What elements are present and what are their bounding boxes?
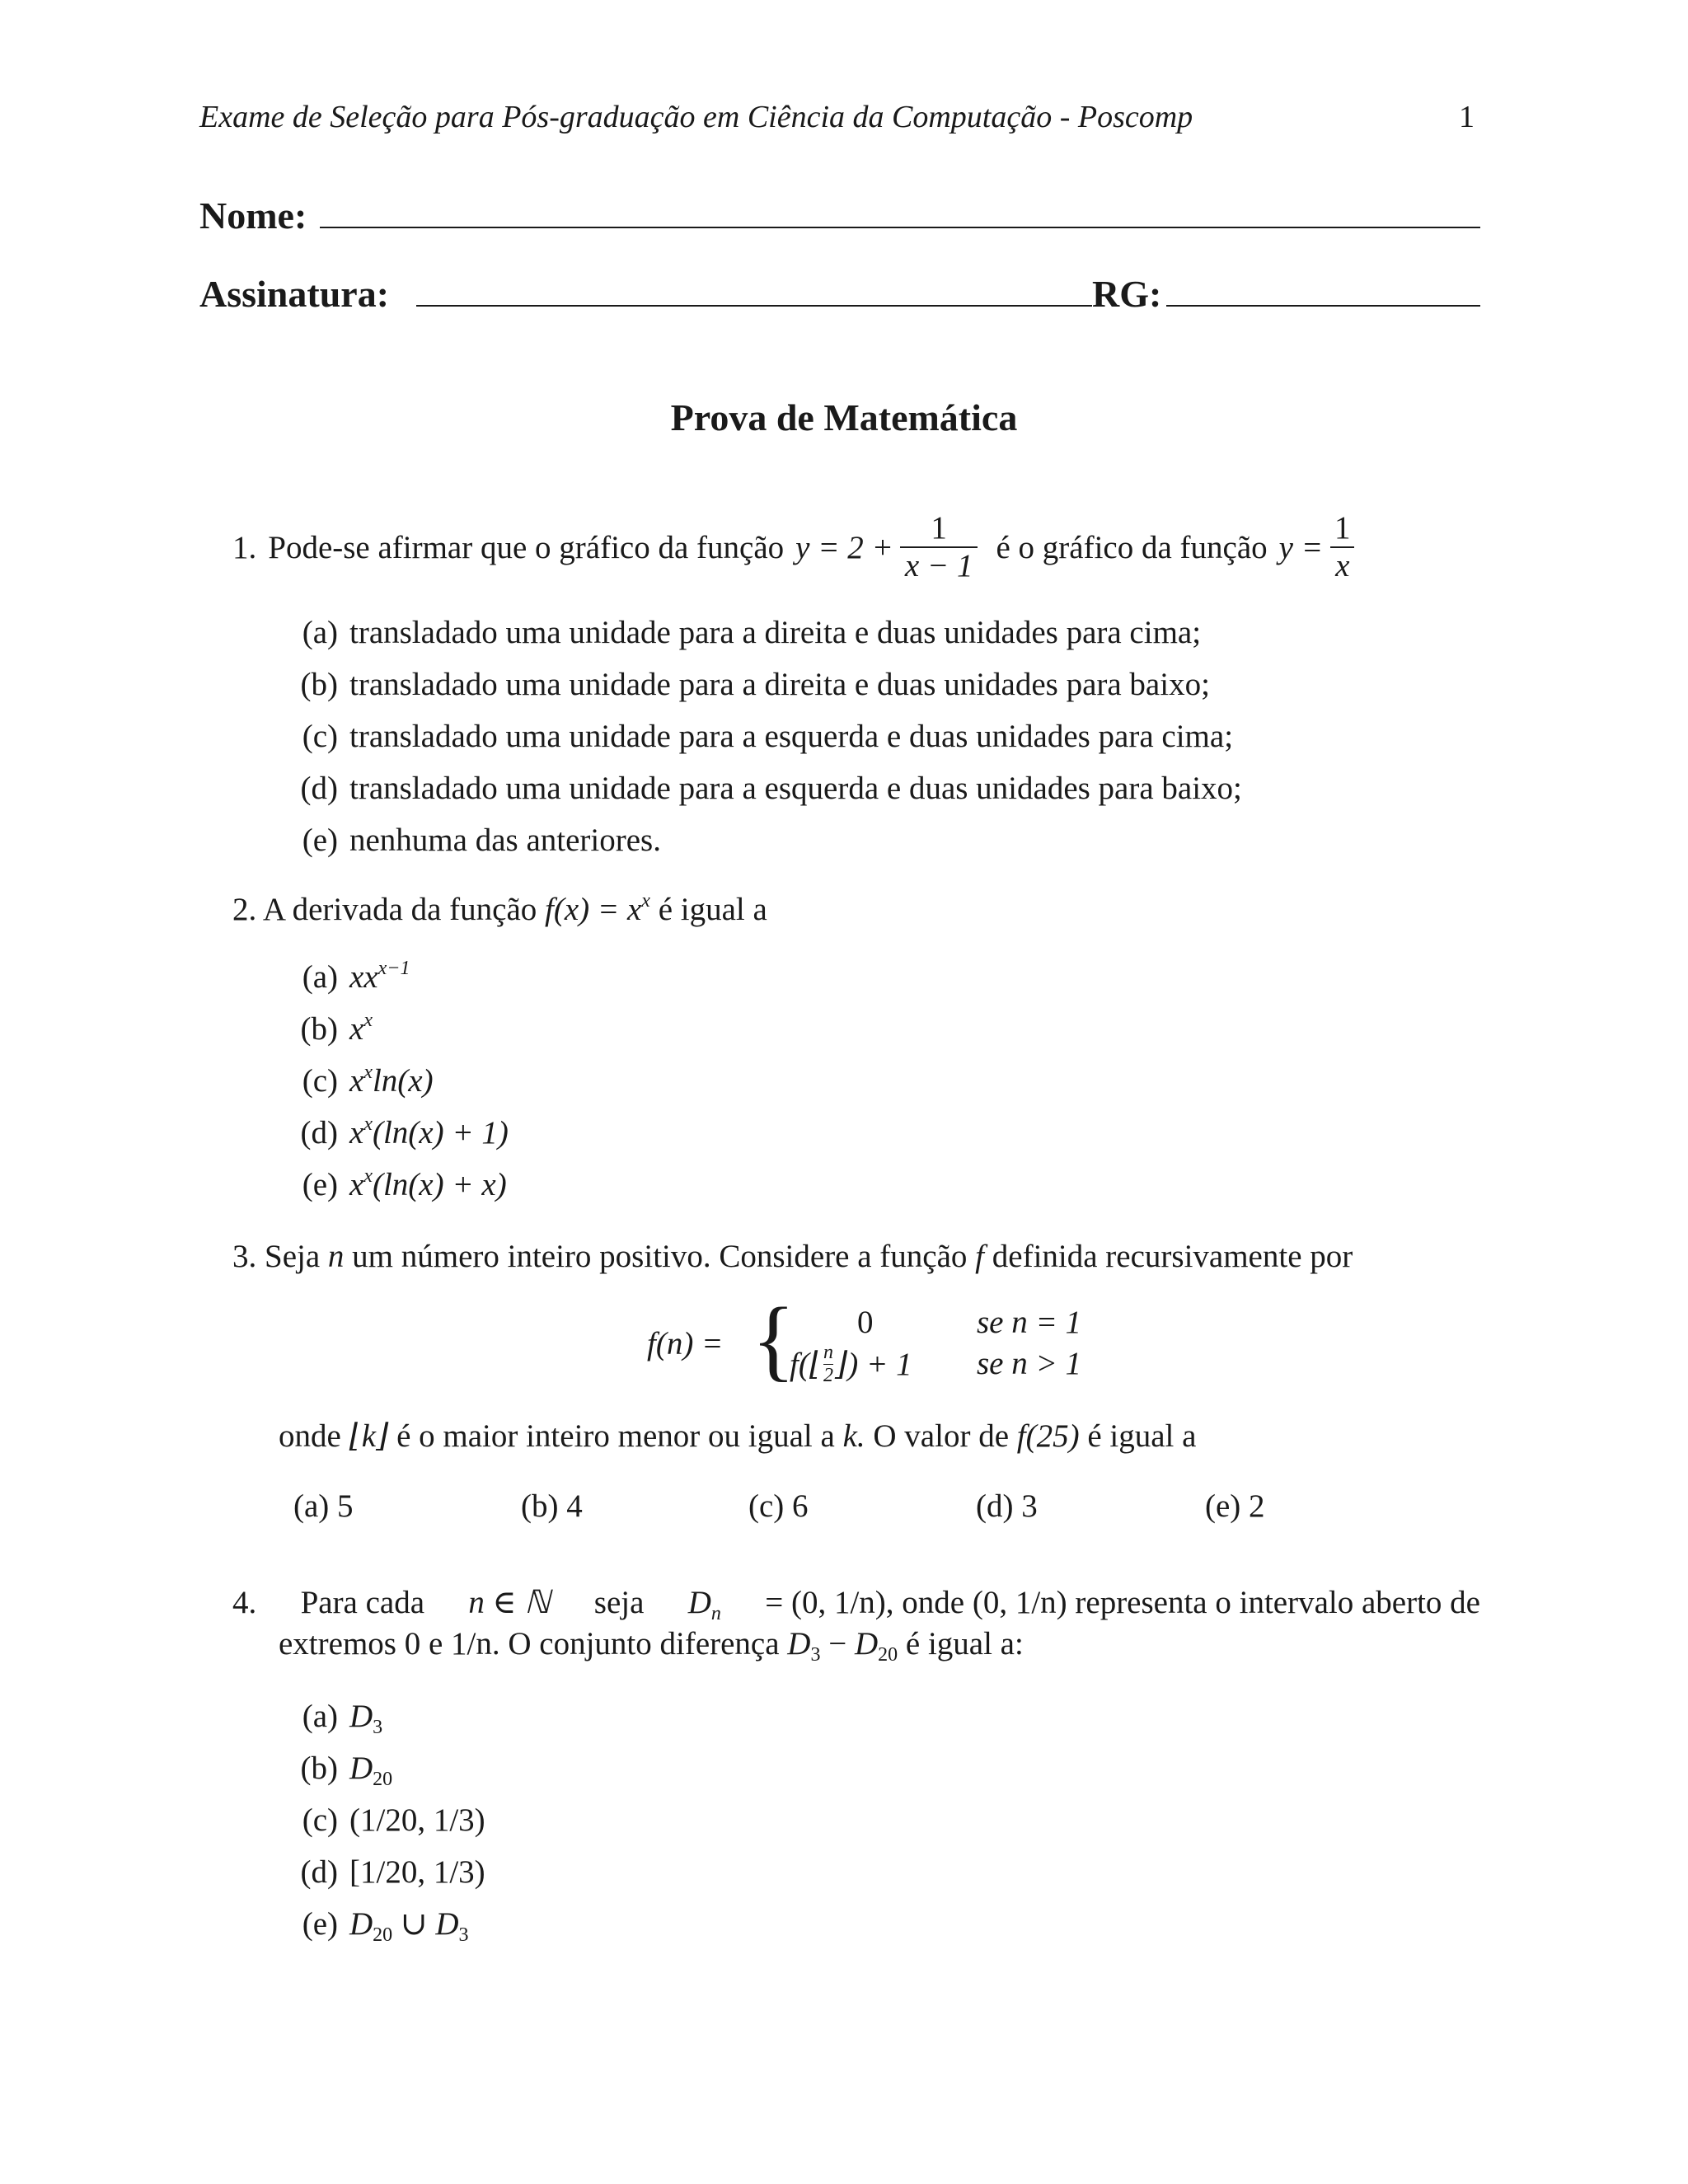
option-base: x bbox=[349, 1167, 364, 1202]
option-2e[interactable] bbox=[279, 1165, 507, 1203]
option-1b[interactable] bbox=[279, 666, 1210, 703]
question-number: 2. bbox=[232, 892, 257, 927]
equation-lhs: y = 2 + bbox=[795, 530, 893, 566]
case-2-value bbox=[790, 1342, 912, 1387]
fraction bbox=[900, 511, 978, 585]
option-text: nenhuma das anteriores. bbox=[349, 823, 661, 858]
option-label: (d) bbox=[976, 1488, 1014, 1524]
option-2c[interactable] bbox=[279, 1062, 434, 1099]
section-title: Prova de Matemática bbox=[670, 396, 1018, 438]
option-label: (e) bbox=[1205, 1488, 1241, 1524]
option-2d[interactable] bbox=[279, 1113, 509, 1151]
numerator: n bbox=[823, 1342, 834, 1363]
question-number: 4. bbox=[232, 1585, 257, 1620]
question-text: Para cada bbox=[300, 1585, 425, 1620]
question-text: extremos 0 e 1/n. O conjunto diferença bbox=[279, 1626, 780, 1661]
variable-f: f bbox=[975, 1239, 985, 1274]
header-title: Exame de Seleção para Pós-graduação em Ciência da Computação - Poscomp bbox=[199, 100, 1193, 134]
option-4a[interactable] bbox=[279, 1698, 382, 1739]
option-1a[interactable] bbox=[279, 614, 1201, 651]
option-4d[interactable] bbox=[279, 1854, 485, 1891]
left-brace: { bbox=[752, 1289, 795, 1390]
question-2 bbox=[232, 890, 767, 928]
piecewise-lhs: f(n) = bbox=[647, 1326, 724, 1361]
option-label: (d) bbox=[300, 771, 338, 806]
variable-n: n bbox=[327, 1239, 345, 1274]
option-rest: ln(x) bbox=[372, 1063, 434, 1099]
option-text: transladado uma unidade para a esquerda e duas unidades para cima; bbox=[349, 719, 1234, 754]
denominator: x bbox=[1330, 546, 1354, 585]
option-text: 4 bbox=[566, 1488, 583, 1524]
option-label: (a) bbox=[302, 959, 338, 995]
option-label: (b) bbox=[300, 1011, 338, 1047]
d-n bbox=[688, 1584, 721, 1625]
option-base: x bbox=[349, 1011, 364, 1047]
option-text: 2 bbox=[1249, 1488, 1265, 1524]
option-text: transladado uma unidade para a esquerda e duas unidades para baixo; bbox=[349, 771, 1242, 806]
function-expression: f(x) = x bbox=[545, 892, 642, 927]
page-number: 1 bbox=[1459, 100, 1475, 134]
option-4c[interactable] bbox=[279, 1802, 485, 1839]
option-text: transladado uma unidade para a direita e duas unidades para cima; bbox=[349, 615, 1202, 650]
question-text: Seja bbox=[265, 1239, 321, 1274]
subscript: 20 bbox=[373, 1769, 393, 1790]
option-exponent: x bbox=[363, 1010, 373, 1031]
option-text: 3 bbox=[1021, 1488, 1038, 1524]
option-base: x bbox=[349, 1063, 364, 1099]
option-3a[interactable] bbox=[293, 1488, 354, 1525]
signature-line[interactable] bbox=[416, 305, 1092, 307]
option-rest: (ln(x) + 1) bbox=[372, 1115, 509, 1151]
question-text: definida recursivamente por bbox=[992, 1239, 1353, 1274]
option-text: (1/20, 1/3) bbox=[349, 1802, 485, 1838]
option-label: (e) bbox=[302, 823, 338, 858]
option-text: 5 bbox=[337, 1488, 354, 1524]
denominator: x − 1 bbox=[900, 546, 978, 585]
question-3 bbox=[232, 1238, 1353, 1275]
subscript: 3 bbox=[810, 1644, 821, 1666]
question-text: = (0, 1/n), onde (0, 1/n) representa o intervalo aberto de bbox=[765, 1585, 1480, 1620]
note-text: é igual a bbox=[1087, 1418, 1197, 1454]
option-text: [1/20, 1/3) bbox=[349, 1854, 485, 1890]
floor-k: ⌊k⌋ bbox=[349, 1418, 389, 1454]
option-rest: ∪ D bbox=[392, 1906, 459, 1942]
option-label: (c) bbox=[302, 1802, 338, 1838]
option-base: xx bbox=[349, 959, 378, 995]
option-label: (b) bbox=[521, 1488, 559, 1524]
case-2-condition: se n > 1 bbox=[977, 1346, 1082, 1381]
option-label: (b) bbox=[300, 667, 338, 702]
case-1-condition: se n = 1 bbox=[977, 1305, 1082, 1340]
option-4b[interactable] bbox=[279, 1750, 392, 1791]
option-1d[interactable] bbox=[279, 770, 1242, 807]
case-1-value: 0 bbox=[857, 1305, 874, 1340]
set-d: D bbox=[854, 1626, 879, 1661]
numerator: 1 bbox=[931, 510, 947, 546]
name-line[interactable] bbox=[320, 227, 1480, 228]
option-text: D bbox=[349, 1699, 373, 1734]
equation-lhs: y = bbox=[1278, 530, 1324, 566]
option-label: (d) bbox=[300, 1115, 338, 1151]
question-4-line-2 bbox=[279, 1625, 1024, 1666]
question-1 bbox=[232, 511, 1362, 585]
option-2a[interactable] bbox=[279, 958, 410, 996]
option-label: (d) bbox=[300, 1854, 338, 1890]
option-label: (a) bbox=[293, 1488, 330, 1524]
subscript: n bbox=[710, 1603, 721, 1624]
option-label: (a) bbox=[302, 615, 338, 650]
option-3e[interactable] bbox=[1205, 1488, 1265, 1525]
set-d: D bbox=[787, 1626, 811, 1661]
option-text: 6 bbox=[792, 1488, 809, 1524]
floor-open: f(⌊ bbox=[790, 1347, 823, 1382]
denominator: 2 bbox=[823, 1365, 834, 1386]
note-text: onde bbox=[279, 1418, 341, 1454]
option-1c[interactable] bbox=[279, 718, 1233, 755]
fraction bbox=[1329, 511, 1356, 585]
option-label: (c) bbox=[748, 1488, 785, 1524]
option-exponent: x bbox=[363, 1062, 373, 1083]
n-in-naturals: n ∈ ℕ bbox=[468, 1585, 551, 1620]
option-text: transladado uma unidade para a direita e duas unidades para baixo; bbox=[349, 667, 1210, 702]
option-4e[interactable] bbox=[279, 1905, 469, 1947]
option-exponent: x bbox=[363, 1113, 373, 1135]
note-text: é o maior inteiro menor ou igual a bbox=[396, 1418, 835, 1454]
question-text: é igual a bbox=[658, 892, 767, 927]
question-text: A derivada da função bbox=[262, 892, 537, 927]
subscript: 20 bbox=[373, 1924, 393, 1946]
question-text: é o gráfico da função bbox=[996, 530, 1268, 566]
option-label: (e) bbox=[302, 1167, 338, 1202]
minus: − bbox=[828, 1626, 847, 1661]
option-exponent: x bbox=[363, 1165, 373, 1187]
rg-line[interactable] bbox=[1166, 305, 1480, 307]
note-text: O valor de bbox=[873, 1418, 1009, 1454]
option-exponent: x−1 bbox=[377, 958, 410, 979]
subscript: 3 bbox=[458, 1924, 469, 1946]
rg-label: RG: bbox=[1092, 273, 1162, 315]
option-label: (c) bbox=[302, 719, 338, 754]
option-3b[interactable] bbox=[521, 1488, 583, 1525]
numerator: 1 bbox=[1334, 510, 1351, 546]
name-label: Nome: bbox=[199, 194, 307, 237]
question-text: seja bbox=[593, 1585, 645, 1620]
small-fraction bbox=[823, 1342, 833, 1387]
question-text: Pode-se afirmar que o gráfico da função bbox=[268, 530, 785, 566]
option-rest: (ln(x) + x) bbox=[372, 1167, 507, 1202]
option-2b[interactable] bbox=[279, 1010, 373, 1047]
subscript: 20 bbox=[878, 1644, 898, 1666]
signature-label: Assinatura: bbox=[199, 273, 390, 315]
set-d: D bbox=[687, 1585, 711, 1620]
floor-close: ⌋) + 1 bbox=[835, 1347, 912, 1382]
option-text: D bbox=[349, 1906, 373, 1942]
subscript: 3 bbox=[373, 1717, 383, 1738]
option-label: (c) bbox=[302, 1063, 338, 1099]
question-number: 1. bbox=[232, 530, 257, 566]
question-text: é igual a: bbox=[905, 1626, 1024, 1661]
question-4-line-1 bbox=[232, 1584, 1480, 1625]
option-label: (e) bbox=[302, 1906, 338, 1942]
option-3d[interactable] bbox=[976, 1488, 1038, 1525]
option-3c[interactable] bbox=[748, 1488, 809, 1525]
question-number: 3. bbox=[232, 1239, 257, 1274]
option-base: x bbox=[349, 1115, 364, 1151]
option-label: (b) bbox=[300, 1750, 338, 1786]
option-label: (a) bbox=[302, 1699, 338, 1734]
f-25: f(25) bbox=[1016, 1418, 1080, 1454]
question-note bbox=[279, 1418, 1196, 1455]
variable-k: k. bbox=[842, 1418, 865, 1454]
question-text: um número inteiro positivo. Considere a função bbox=[352, 1239, 968, 1274]
option-text: D bbox=[349, 1750, 373, 1786]
option-1e[interactable] bbox=[279, 822, 661, 859]
exponent: x bbox=[641, 890, 650, 912]
